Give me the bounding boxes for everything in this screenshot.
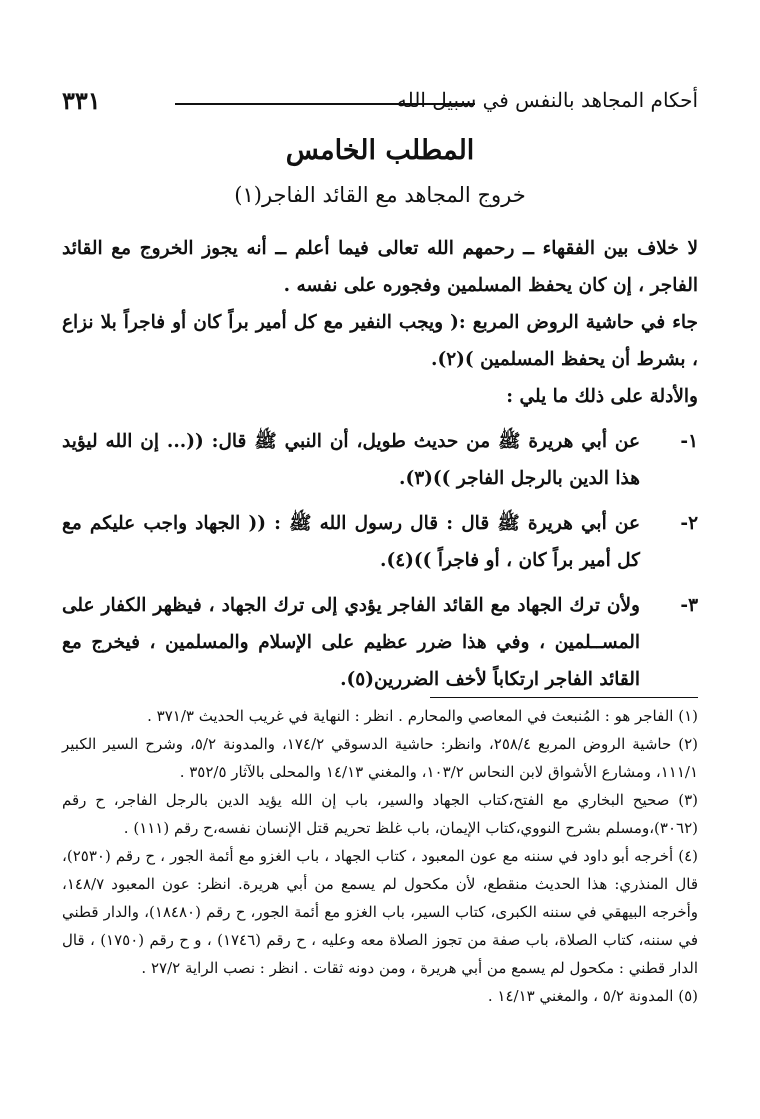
section-subtitle: خروج المجاهد مع القائد الفاجر(١) <box>234 183 526 207</box>
evidence-number: ٣- <box>680 595 698 616</box>
paragraph-evidence-intro: والأدلة على ذلك ما يلي : <box>506 386 698 407</box>
page-number: ٣٣١ <box>62 86 101 115</box>
footnote: (٤) أخرجه أبو داود في سننه مع عون المعبود ، كتاب الجهاد ، باب الغزو مع أئمة الجور ، ح رقم (٢٥٣٠)، قال المنذري: هذا الحديث منقطع، لأن مكحول لم يسمع من أبي هريرة. انظر: عون المعبود ١٤٨/٧، وأخرجه البيهقي في سننه الكبرى، كتاب السير، باب الغزو مع أئمة الجور، ح رقم (١٨٤٨٠)، والدار قطني في سننه، كتاب الصلاة، باب صفة من تجوز الصلاة معه وعليه ، ح رقم (١٧٤٦) ، و ح رقم (١٧٥٠) ، قال الدار قطني : مكحول لم يسمع من أبي هريرة ، ومن دونه ثقات . انظر : نصب الراية ٢٧/٢ . <box>62 847 699 977</box>
footnote-divider <box>430 697 698 698</box>
footnote: (١) الفاجر هو : المُنبعث في المعاصي والمحارم . انظر : النهاية في غريب الحديث ٣٧١/٣ . <box>147 707 698 725</box>
section-title: المطلب الخامس <box>285 135 475 166</box>
footnote: (٢) حاشية الروض المربع ٢٥٨/٤، وانظر: حاشية الدسوقي ١٧٤/٢، والمدونة ٥/٢، وشرح السير الكبير ١١١/١، ومشارع الأشواق لابن النحاس ١٠٣/٢، والمغني ١٤/١٣ والمحلى بالآثار ٣٥٢/٥ . <box>62 735 699 781</box>
evidence-text: عن أبي هريرة ﷺ من حديث طويل، أن النبي ﷺ قال: ((... إن الله ليؤيد هذا الدين بالرجل الفاجر ))(٣). <box>62 431 640 489</box>
evidence-number: ٢- <box>680 513 698 534</box>
paragraph-quote: جاء في حاشية الروض المربع :( ويجب النفير مع كل أمير براً كان أو فاجراً بلا نزاع ، بشرط أن يحفظ المسلمين )(٢). <box>62 312 698 370</box>
evidence-list <box>62 423 698 698</box>
evidence-item <box>62 423 698 497</box>
main-text <box>62 230 698 698</box>
page-header <box>62 86 698 120</box>
evidence-item <box>62 587 698 698</box>
running-title: أحكام المجاهد بالنفس في سبيل الله <box>396 88 698 112</box>
evidence-text: ولأن ترك الجهاد مع القائد الفاجر يؤدي إلى ترك الجهاد ، فيظهر الكفار على المســلمين ، وفي هذا ضرر عظيم على الإسلام والمسلمين ، فيخرج مع القائد الفاجر ارتكاباً لأخف الضررين(٥). <box>62 595 640 690</box>
footnote: (٣) صحيح البخاري مع الفتح،كتاب الجهاد والسير، باب إن الله يؤيد الدين بالرجل الفاجر، ح رقم (٣٠٦٢)،ومسلم بشرح النووي،كتاب الإيمان، باب غلظ تحريم قتل الإنسان نفسه،ح رقم (١١١) . <box>62 791 698 837</box>
footnote: (٥) المدونة ٥/٢ ، والمغني ١٤/١٣ . <box>487 987 698 1005</box>
footnotes <box>62 702 698 1010</box>
evidence-number: ١- <box>680 431 698 452</box>
paragraph-intro: لا خلاف بين الفقهاء ــ رحمهم الله تعالى فيما أعلم ــ أنه يجوز الخروج مع القائد الفاجر ، إن كان يحفظ المسلمين وفجوره على نفسه . <box>62 238 698 296</box>
evidence-item <box>62 505 698 579</box>
evidence-text: عن أبي هريرة ﷺ قال : قال رسول الله ﷺ : (( الجهاد واجب عليكم مع كل أمير براً كان ، أو فاجراً ))(٤). <box>62 513 640 571</box>
